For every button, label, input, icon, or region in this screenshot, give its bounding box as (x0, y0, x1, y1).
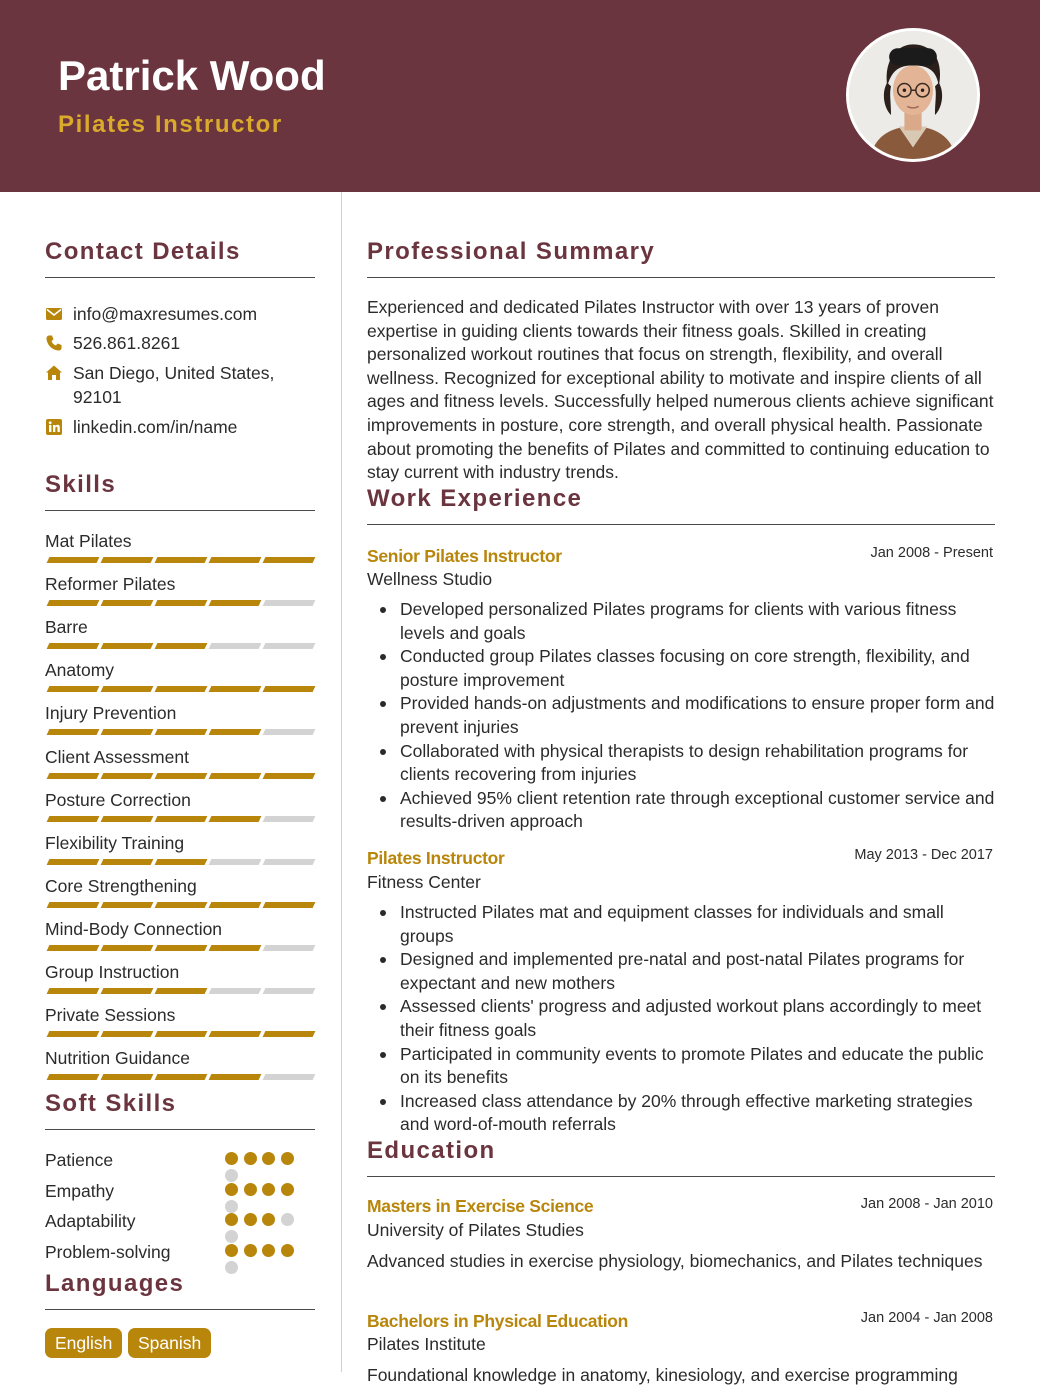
soft-skill-item (45, 1148, 315, 1176)
skill-level-bar (45, 600, 315, 608)
rating-dot (244, 1213, 257, 1226)
skill-level-segment (209, 988, 262, 994)
skill-item (45, 572, 315, 612)
contact-email-text: info@maxresumes.com (73, 304, 258, 324)
skill-level-segment (155, 988, 208, 994)
candidate-name: Patrick Wood (58, 52, 326, 99)
skill-level-segment (155, 859, 208, 865)
skill-level-segment (263, 643, 316, 649)
skill-level-segment (209, 686, 262, 692)
skill-level-segment (101, 557, 154, 563)
job-company: Wellness Studio (367, 569, 493, 589)
skill-level-segment (101, 816, 154, 822)
soft-skill-item (45, 1179, 315, 1207)
skill-level-bar (45, 643, 315, 651)
profile-photo (846, 28, 980, 162)
skill-level-bar (45, 1031, 315, 1039)
rating-dot (281, 1183, 294, 1196)
experience-section-title: Work Experience (367, 485, 995, 525)
job-bullet: Designed and implemented pre-natal and post-natal Pilates programs for expectant and new mothers (400, 948, 995, 995)
skill-level-segment (155, 643, 208, 649)
skill-level-segment (155, 773, 208, 779)
skill-level-segment (101, 773, 154, 779)
skill-level-segment (47, 902, 100, 908)
skill-level-segment (47, 557, 100, 563)
skill-level-bar (45, 686, 315, 694)
skill-level-segment (155, 902, 208, 908)
skill-item (45, 874, 315, 914)
summary-section-title: Professional Summary (367, 238, 995, 278)
skill-label: Reformer Pilates (45, 574, 176, 595)
degree-description: Foundational knowledge in anatomy, kinesiology, and exercise programming (367, 1365, 958, 1385)
column-divider (341, 192, 342, 1372)
job-bullet: Collaborated with physical therapists to design rehabilitation programs for clients recovering from injuries (400, 740, 995, 787)
rating-dot (244, 1183, 257, 1196)
skill-level-segment (263, 816, 316, 822)
skill-level-segment (101, 600, 154, 606)
skill-label: Anatomy (45, 660, 115, 681)
skill-level-segment (101, 643, 154, 649)
degree-date: Jan 2008 - Jan 2010 (860, 1196, 993, 1212)
degree-description: Advanced studies in exercise physiology, biomechanics, and Pilates techniques (367, 1251, 983, 1271)
skill-level-segment (155, 729, 208, 735)
degree-title: Masters in Exercise Science (367, 1196, 594, 1216)
skill-level-segment (209, 859, 262, 865)
skill-label: Client Assessment (45, 746, 189, 767)
skill-level-segment (209, 1031, 262, 1037)
skill-level-segment (263, 945, 316, 951)
skill-level-segment (101, 988, 154, 994)
rating-dot (244, 1244, 257, 1257)
rating-dot (262, 1183, 275, 1196)
skill-level-segment (47, 945, 100, 951)
soft-skill-item (45, 1240, 315, 1268)
skill-item (45, 615, 315, 655)
candidate-role: Pilates Instructor (58, 111, 283, 138)
skill-level-bar (45, 1074, 315, 1082)
skill-item (45, 960, 315, 1000)
skill-item (45, 701, 315, 741)
skill-level-segment (155, 600, 208, 606)
contact-section-title: Contact Details (45, 238, 315, 278)
skill-level-segment (155, 945, 208, 951)
linkedin-icon (45, 418, 63, 436)
skill-level-segment (47, 600, 100, 606)
envelope-icon (45, 305, 63, 323)
skill-level-segment (155, 1074, 208, 1080)
rating-dot (225, 1244, 238, 1257)
skill-label: Flexibility Training (45, 832, 185, 853)
skill-label: Posture Correction (45, 789, 191, 810)
skill-label: Barre (45, 617, 88, 638)
skill-level-segment (101, 729, 154, 735)
skills-section-title: Skills (45, 471, 315, 511)
rating-dot (281, 1152, 294, 1165)
skill-level-segment (209, 643, 262, 649)
job-bullet: Conducted group Pilates classes focusing on core strength, flexibility, and posture improvement (400, 645, 995, 692)
job-bullet: Achieved 95% client retention rate through exceptional customer service and results-driven approach (400, 787, 995, 834)
skill-level-segment (263, 1074, 316, 1080)
soft-skill-label: Problem-solving (45, 1241, 171, 1262)
soft-skill-label: Empathy (45, 1180, 115, 1201)
skill-level-segment (155, 1031, 208, 1037)
rating-dot (262, 1213, 275, 1226)
job-bullet: Instructed Pilates mat and equipment classes for individuals and small groups (400, 901, 995, 948)
education-section-title: Education (367, 1137, 995, 1177)
skill-level-segment (47, 686, 100, 692)
rating-dot (281, 1244, 294, 1257)
rating-dot (225, 1183, 238, 1196)
degree-date: Jan 2004 - Jan 2008 (860, 1310, 993, 1326)
skill-level-segment (47, 1031, 100, 1037)
skill-level-segment (263, 902, 316, 908)
rating-dot (262, 1244, 275, 1257)
skill-level-segment (263, 988, 316, 994)
skill-level-segment (101, 686, 154, 692)
skill-level-segment (263, 557, 316, 563)
home-icon (45, 364, 63, 382)
job-company: Fitness Center (367, 872, 481, 892)
skill-level-segment (155, 557, 208, 563)
skill-label: Mat Pilates (45, 531, 132, 551)
skill-level-segment (155, 816, 208, 822)
skill-level-segment (47, 988, 100, 994)
contact-linkedin-text: linkedin.com/in/name (73, 417, 238, 437)
skill-item (45, 529, 315, 569)
language-tag: Spanish (128, 1328, 211, 1358)
languages-section-title: Languages (45, 1270, 315, 1310)
skill-item (45, 1046, 315, 1086)
language-tag: English (45, 1328, 122, 1358)
rating-dot (244, 1152, 257, 1165)
skill-level-segment (209, 729, 262, 735)
phone-icon (45, 334, 63, 352)
rating-dot (225, 1152, 238, 1165)
skill-label: Group Instruction (45, 962, 180, 982)
skill-level-segment (263, 686, 316, 692)
job-bullet: Developed personalized Pilates programs for clients with various fitness levels and goals (400, 598, 995, 645)
skill-level-segment (209, 557, 262, 563)
school-name: Pilates Institute (367, 1334, 486, 1354)
skill-level-segment (47, 1074, 100, 1080)
skill-level-segment (47, 816, 100, 822)
skill-label: Mind-Body Connection (45, 918, 223, 939)
summary-text: Experienced and dedicated Pilates Instructor with over 13 years of proven expertise in guiding clients towards their fitness goals. Skilled in creating personalized workout routines that focus on strength, flexibility, and overall wellness. Recognized for exceptional ability to motivate and inspire clients of all ages and fitness levels. Successfully helped numerous clients achieve significant improvements in posture, core strength, and overall physical health. Passionate about promoting the benefits of Pilates and committed to continuing education to stay current with industry trends. (367, 297, 994, 483)
job-date: Jan 2008 - Present (870, 545, 993, 561)
skill-label: Private Sessions (45, 1005, 176, 1026)
degree-title: Bachelors in Physical Education (367, 1311, 629, 1331)
skill-level-bar (45, 945, 315, 953)
skill-item (45, 745, 315, 785)
skill-level-segment (209, 945, 262, 951)
skill-item (45, 831, 315, 871)
skill-level-segment (263, 729, 316, 735)
profile-photo-illustration (849, 31, 977, 159)
skill-level-segment (101, 902, 154, 908)
skill-level-segment (101, 1031, 154, 1037)
job-title: Senior Pilates Instructor (367, 546, 562, 566)
job-title: Pilates Instructor (367, 848, 505, 868)
job-date: May 2013 - Dec 2017 (854, 847, 993, 863)
rating-dot (281, 1213, 294, 1226)
skill-level-segment (209, 600, 262, 606)
skill-level-segment (47, 773, 100, 779)
skill-item (45, 917, 315, 957)
skill-label: Injury Prevention (45, 703, 177, 724)
skill-level-segment (263, 859, 316, 865)
skill-level-segment (209, 902, 262, 908)
skill-level-segment (263, 600, 316, 606)
job-bullet: Increased class attendance by 20% through effective marketing strategies and word-of-mouth referrals (400, 1090, 995, 1137)
soft-skills-section-title: Soft Skills (45, 1090, 315, 1130)
contact-phone-text: 526.861.8261 (73, 333, 181, 353)
skill-level-bar (45, 729, 315, 737)
school-name: University of Pilates Studies (367, 1220, 584, 1240)
skill-label: Core Strengthening (45, 875, 197, 896)
skill-level-bar (45, 902, 315, 910)
job-bullet: Participated in community events to promote Pilates and educate the public on its benefits (400, 1043, 995, 1090)
skill-level-segment (155, 686, 208, 692)
skill-level-segment (209, 816, 262, 822)
rating-dot (262, 1152, 275, 1165)
skill-level-segment (101, 1074, 154, 1080)
soft-skill-label: Patience (45, 1150, 114, 1170)
job-bullets (367, 598, 995, 834)
skill-level-segment (101, 859, 154, 865)
skill-level-bar (45, 773, 315, 781)
skill-level-segment (209, 773, 262, 779)
job-bullet: Assessed clients' progress and adjusted workout plans accordingly to meet their fitness goals (400, 995, 995, 1042)
job-bullet: Provided hands-on adjustments and modifications to ensure proper form and prevent injuries (400, 692, 995, 739)
contact-address-text: San Diego, United States, 92101 (73, 363, 275, 407)
soft-skill-item (45, 1209, 315, 1237)
skill-level-segment (47, 859, 100, 865)
skill-label: Nutrition Guidance (45, 1048, 190, 1069)
skill-level-segment (47, 643, 100, 649)
job-bullets (367, 901, 995, 1137)
skill-item (45, 658, 315, 698)
skill-level-bar (45, 859, 315, 867)
skill-level-segment (263, 773, 316, 779)
resume-header (0, 0, 1040, 192)
skill-level-bar (45, 557, 315, 565)
skill-level-bar (45, 816, 315, 824)
soft-skill-label: Adaptability (45, 1211, 136, 1231)
skill-level-segment (101, 945, 154, 951)
skill-level-segment (209, 1074, 262, 1080)
rating-dot (225, 1213, 238, 1226)
skill-level-bar (45, 988, 315, 996)
skill-level-segment (47, 729, 100, 735)
skill-level-segment (263, 1031, 316, 1037)
skill-item (45, 788, 315, 828)
skill-item (45, 1003, 315, 1043)
